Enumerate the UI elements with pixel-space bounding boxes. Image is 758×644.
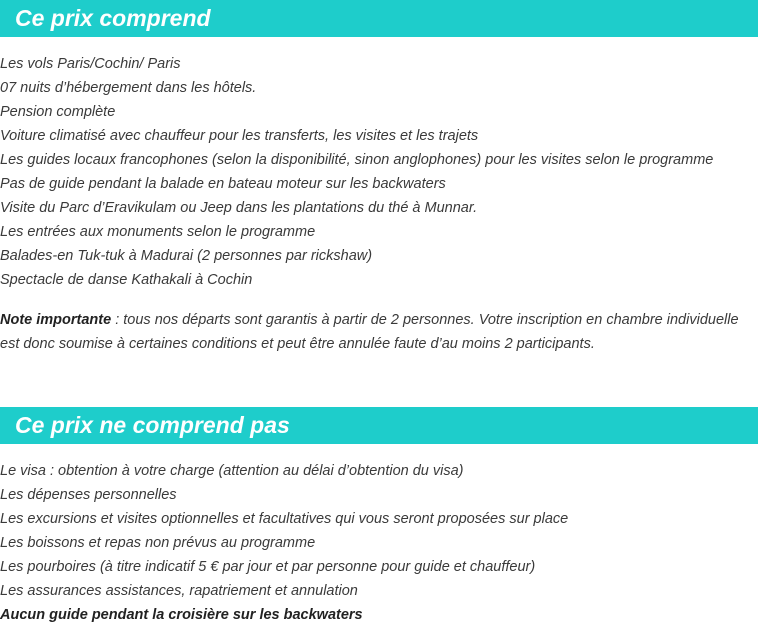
includes-item: 07 nuits d’hébergement dans les hôtels. (0, 80, 257, 96)
includes-list (0, 52, 713, 292)
excludes-item: Le visa : obtention à votre charge (attention au délai d’obtention du visa) (0, 463, 464, 479)
important-note-label: Note importante (0, 312, 112, 328)
includes-item: Balades-en Tuk-tuk à Madurai (2 personnes par rickshaw) (0, 248, 373, 264)
includes-item: Visite du Parc d’Eravikulam ou Jeep dans les plantations du thé à Munnar. (0, 200, 478, 216)
excludes-item: Les boissons et repas non prévus au programme (0, 535, 316, 551)
important-note (0, 308, 756, 356)
excludes-item: Les excursions et visites optionnelles et facultatives qui vous seront proposées sur place (0, 511, 569, 527)
includes-item: Les entrées aux monuments selon le programme (0, 224, 316, 240)
excludes-item: Les assurances assistances, rapatriement et annulation (0, 583, 358, 599)
excludes-item-emphasized: Aucun guide pendant la croisière sur les backwaters (0, 607, 363, 623)
excludes-item: Les dépenses personnelles (0, 487, 177, 503)
includes-section-title: Ce prix comprend (0, 0, 758, 37)
includes-item: Spectacle de danse Kathakali à Cochin (0, 272, 253, 288)
includes-item: Voiture climatisé avec chauffeur pour les transferts, les visites et les trajets (0, 128, 479, 144)
excludes-item: Les pourboires (à titre indicatif 5 € par jour et par personne pour guide et chauffeur) (0, 559, 536, 575)
includes-item: Pas de guide pendant la balade en bateau moteur sur les backwaters (0, 176, 446, 192)
excludes-list (0, 459, 568, 627)
includes-item: Les guides locaux francophones (selon la disponibilité, sinon anglophones) pour les visites selon le programme (0, 152, 714, 168)
includes-item: Les vols Paris/Cochin/ Paris (0, 56, 181, 72)
includes-item: Pension complète (0, 104, 116, 120)
excludes-section-title: Ce prix ne comprend pas (0, 407, 758, 444)
important-note-text: : tous nos départs sont garantis à partir de 2 personnes. Votre inscription en chambre individuelle est donc soumise à certaines conditions et peut être annulée faute d’au moins 2 participants. (0, 312, 739, 352)
